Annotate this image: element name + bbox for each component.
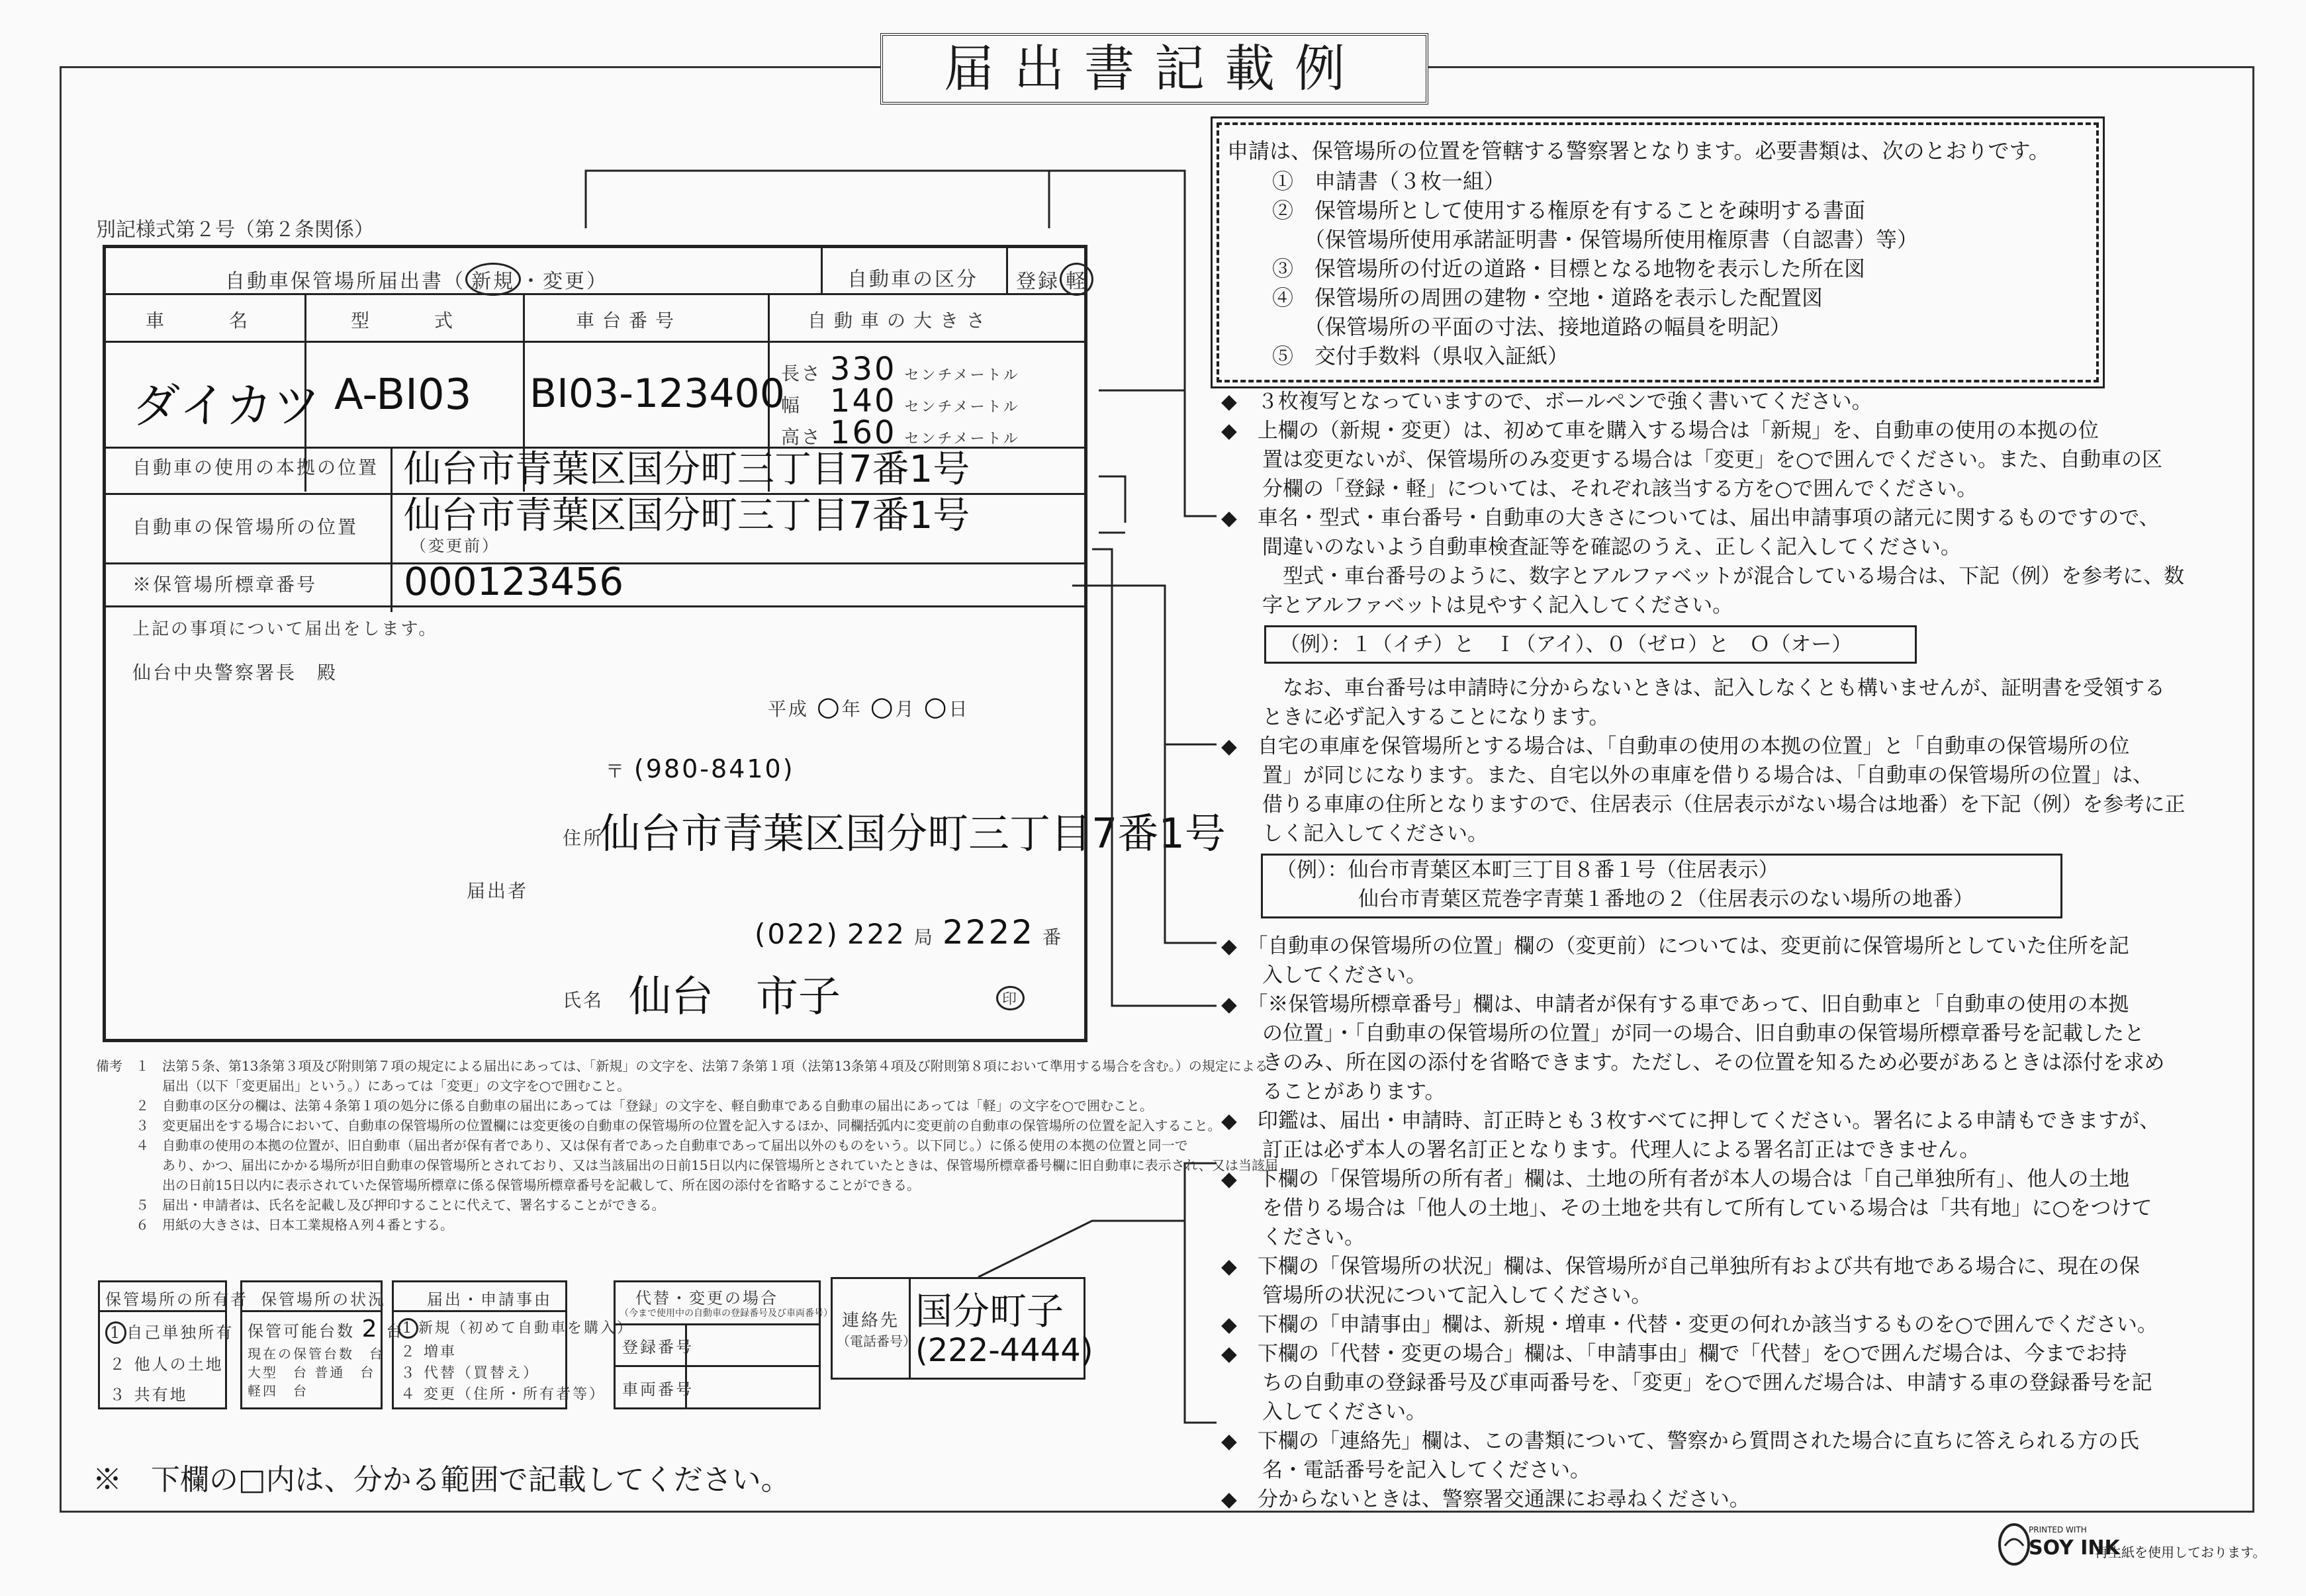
seal-mark: 印 [996,986,1025,1010]
address-label: 住所 [563,827,604,849]
note-line: ◆ 下欄の「申請事由」欄は、新規・増車・代替・変更の何れか該当するものを○で囲んでください。 [1221,1313,2158,1337]
replace-header: 代替・変更の場合 [635,1289,778,1308]
remark-line: ２ 自動車の区分の欄は、法第４条第１項の処分に係る自動車の届出にあっては「登録」の文字を、軽自動車である自動車の届出にあっては「軽」の文字を○で囲むこと。 [96,1098,1154,1114]
requirements-intro: 申請は、保管場所の位置を管轄する警察署となります。必要書類は、次のとおりです。 [1227,138,2050,163]
addressee: 仙台中央警察署長 殿 [132,662,338,684]
address-value: 仙台市青葉区国分町三丁目7番1号 [599,809,1226,858]
note-line: 型式・車台番号のように、数字とアルファベットが混合している場合は、下記（例）を参考に、数 [1221,564,2185,588]
col-size: 自動車の大きさ [807,310,993,332]
status-table [240,1280,404,1409]
replace-vehicle: 車両番号 [622,1380,694,1399]
note-line: ◆ 下欄の「保管場所の所有者」欄は、土地の所有者が本人の場合は「自己単独所有」、他人の土地 [1221,1167,2130,1191]
note-line: ◆ 印鑑は、届出・申請時、訂正時とも３枚すべてに押してください。署名による申請もできますが、 [1221,1109,2160,1133]
status-large-normal: 大型 台 普通 台 [248,1364,376,1380]
remark-line: ３ 変更届出をする場合において、自動車の保管場所の位置欄には変更後の自動車の保管場所の位置を記入するほか、同欄括弧内に変更前の自動車の保管場所の位置を記入すること。 [96,1118,1221,1133]
chassis-number-value: BI03-123400 [530,371,785,417]
declaration-text: 上記の事項について届出をします。 [132,619,438,639]
example-box-2 [1261,854,2062,918]
vehicle-type-value: A-BI03 [334,371,472,420]
zip-row: 〒 (980-8410) [606,754,795,783]
note-line: 分欄の「登録・軽」については、それぞれ該当する方を○で囲んでください。 [1221,477,1978,501]
remark-line: あり、かつ、届出にかかる場所が旧自動車の保管場所とされており、又は当該届出の日前15日以内に保管場所とされていたときは、保管場所標章番号欄に旧自動車に表示され、又は当該届 [96,1157,1278,1173]
note-line: 管場所の状況について記入してください。 [1221,1284,1652,1308]
remark-line: ６ 用紙の大きさは、日本工業規格Ａ列４番とする。 [96,1217,453,1233]
page-title: 届出書記載例 [880,33,1428,105]
reason-opt2: ２ 増車 [400,1344,457,1360]
size-height-row: 高さ 160 センチメートル [781,414,1020,451]
requirement-item: ⑤ 交付手数料（県収入証紙） [1272,343,1569,369]
col-type: 型 式 [351,310,463,332]
contact-table [831,1277,1093,1380]
size-width-row: 幅 140 センチメートル [781,382,1020,420]
note-line: しく記入してください。 [1221,822,1488,846]
note-line: ◆ 分からないときは、警察署交通課にお尋ねください。 [1221,1487,1750,1511]
remark-line: ５ 届出・申請者は、氏名を記載し及び押印することに代えて、署名することができる。 [96,1197,665,1213]
note-line: ◆ 自宅の車庫を保管場所とする場合は、「自動車の使用の本拠の位置」と「自動車の保管場所の位 [1221,734,2130,758]
recycled-paper-note: 再生紙を使用しております。 [2095,1544,2266,1560]
sticker-label: ※保管場所標章番号 [132,574,318,596]
owner-opt2: ２ 他人の土地 [109,1355,224,1374]
reason-opt1: 1 新規（初めて自動車を購入） [398,1317,633,1339]
applicant-label: 届出者 [467,880,529,902]
note-line: きのみ、所在図の添付を省略できます。ただし、その位置を知るため必要があるときは添付を求め [1221,1051,2165,1075]
remark-line: ４ 自動車の使用の本拠の位置が、旧自動車（届出者が保有者であり、又は保有者であった自動車であって届出以外のものをいう。以下同じ。）に係る使用の本拠の位置と同一で [96,1137,1188,1153]
owner-header: 保管場所の所有者 [105,1290,248,1309]
storage-location-label: 自動車の保管場所の位置 [132,516,359,538]
note-line: ときに必ず記入することになります。 [1221,705,1610,729]
remark-line: 届出（以下「変更届出」という。）にあっては「変更」の文字を○で囲むこと。 [96,1078,631,1094]
note-line: 置」が同じになります。また、自宅以外の車庫を借りる場合は、「自動車の保管場所の位置」は、 [1221,764,2154,787]
reason-header: 届出・申請事由 [427,1290,552,1309]
date-row: 平成 ○年 ○月 ○日 [768,691,970,722]
note-line: ◆ 下欄の「連絡先」欄は、この書類について、警察から質問された場合に直ちに答えられる方の氏 [1221,1429,2139,1453]
storage-prev-label: （変更前） [410,537,500,555]
name-value: 仙台 市子 [629,973,841,1022]
soy-printed-with: PRINTED WITH [2029,1525,2087,1534]
status-current: 現在の保管台数 台 [248,1346,385,1362]
phone-row: (022) 222 局 2222 番 [755,913,1064,952]
note-line: ちの自動車の登録番号及び車両番号を、「変更」を○で囲んだ場合は、申請する車の登録番号を記 [1221,1371,2152,1395]
example2-line2: 仙台市青葉区荒巻字青葉１番地の２（住居表示のない場所の地番） [1276,887,1974,911]
form-ref: 別記様式第２号（第２条関係） [96,218,374,242]
status-mini: 軽四 台 [248,1383,308,1399]
status-header: 保管場所の状況 [261,1290,386,1309]
reason-opt4: ４ 変更（住所・所有者等） [400,1386,606,1403]
note-line: 間違いのないよう自動車検査証等を確認のうえ、正しく記入してください。 [1221,535,1961,559]
soy-ink-text: SOY INK [2029,1536,2120,1560]
note-line: 置は変更ないが、保管場所のみ変更する場合は「変更」を○で囲んでください。また、自動車の区 [1221,448,2163,472]
form-header-title: 自動車保管場所届出書（ 新規 ・変更） [225,263,608,296]
sticker-value: 000123456 [404,559,624,604]
note-line: 借りる車庫の住所となりますので、住居表示（住居表示がない場合は地番）を下記（例）を参考に正 [1221,793,2186,817]
reason-table [392,1280,634,1409]
requirement-item: ③ 保管場所の付近の道路・目標となる地物を表示した所在図 [1272,256,1866,281]
note-line: ください。 [1221,1225,1365,1249]
note-line: ◆ 下欄の「代替・変更の場合」欄は、「申請事由」欄で「代替」を○で囲んだ場合は、今までお持 [1221,1342,2127,1366]
note-line: 訂正は必ず本人の署名訂正となります。代理人による署名訂正はできません。 [1221,1138,1980,1162]
owner-opt3: ３ 共有地 [109,1386,188,1404]
note-line: の位置」・「自動車の保管場所の位置」が同一の場合、旧自動車の保管場所標章番号を記載したと [1221,1022,2145,1045]
requirement-item: （保管場所使用承諾証明書・保管場所使用権原書（自認書）等） [1272,227,1919,252]
name-label: 氏名 [563,989,604,1011]
category-options: 登録 軽 [1016,263,1093,296]
use-location-label: 自動車の使用の本拠の位置 [132,457,379,478]
note-line: 名・電話番号を記入してください。 [1221,1458,1591,1482]
requirement-item: （保管場所の平面の寸法、接地道路の幅員を明記） [1272,314,1792,339]
requirement-item: ② 保管場所として使用する権原を有することを疎明する書面 [1272,198,1866,223]
note-line: ◆ 「※保管場所標章番号」欄は、申請者が保有する車であって、旧自動車と「自動車の使用の本拠 [1221,993,2129,1016]
owner-table [98,1280,248,1409]
col-name: 車 名 [146,310,257,332]
example2-line1: （例）：仙台市青葉区本町三丁目８番１号（住居表示） [1276,858,1779,882]
note-line: ◆ 車名・型式・車台番号・自動車の大きさについては、届出申請事項の諸元に関するものですので、 [1221,506,2160,530]
note-line: 入してください。 [1221,963,1426,987]
contact-sub: （電話番号） [837,1333,916,1349]
note-line: ることがあります。 [1221,1080,1446,1104]
size-length-row: 長さ 330 センチメートル [781,351,1020,388]
replace-table [614,1280,833,1409]
replace-reg: 登録番号 [622,1338,694,1356]
category-label: 自動車の区分 [847,268,978,291]
storage-location-value: 仙台市青葉区国分町三丁目7番1号 [404,494,970,537]
note-line: を借りる場合は「他人の土地」、その土地を共有して所有している場合は「共有地」に○をつけて [1221,1196,2152,1220]
example-box-1: （例）：１（イチ）と Ｉ（アイ）、０（ゼロ）と Ｏ（オー） [1264,625,1917,664]
contact-name: 国分町子 [915,1290,1064,1333]
new-circled: 新規 [465,263,521,296]
kei-circled: 軽 [1060,263,1093,296]
requirement-item: ① 申請書（３枚一組） [1272,169,1506,194]
note-line: 字とアルファベットは見やすく記入してください。 [1221,594,1733,617]
note-line: ◆ 「自動車の保管場所の位置」欄の（変更前）については、変更前に保管場所としていた住所を記 [1221,934,2129,958]
note-line: なお、車台番号は申請時に分からないときは、記入しなくとも構いませんが、証明書を受領する [1221,676,2165,700]
remark-line: 出の日前15日以内に表示されていた保管場所標章に係る保管場所標章番号を記載して、所在図の添付を省略することができる。 [96,1177,921,1193]
contact-label: 連絡先 [842,1311,900,1331]
use-location-value: 仙台市青葉区国分町三丁目7番1号 [404,448,970,491]
status-capacity: 保管可能台数 2 台 [248,1315,404,1343]
requirements-box [1217,122,2099,382]
note-line: ◆ ３枚複写となっていますので、ボールペンで強く書いてください。 [1221,390,1872,414]
note-line: 入してください。 [1221,1400,1426,1424]
replace-sub: （今まで使用中の自動車の登録番号及び車両番号） [620,1308,833,1319]
note-line: ◆ 上欄の（新規・変更）は、初めて車を購入する場合は「新規」を、自動車の使用の本拠の位 [1221,419,2099,443]
note-line: ◆ 下欄の「保管場所の状況」欄は、保管場所が自己単独所有および共有地である場合に、現在の保 [1221,1255,2140,1278]
contact-phone: (222-4444) [915,1332,1093,1369]
vehicle-name-value: ダイカツ [132,378,321,433]
col-chassis: 車台番号 [576,310,682,332]
reason-opt3: ３ 代替（買替え） [400,1365,539,1382]
requirement-item: ④ 保管場所の周囲の建物・空地・道路を表示した配置図 [1272,285,1823,310]
owner-opt1: 1 自己単独所有 [105,1319,234,1344]
remark-line: 備考 １ 法第５条、第13条第３項及び附則第７項の規定による届出にあっては、「新規」の文字を、法第７条第１項（法第13条第４項及び附則第８項において準用する場合を含む。）の規定による [96,1058,1268,1074]
footer-note: ※ 下欄の□内は、分かる範囲で記載してください。 [93,1463,790,1497]
